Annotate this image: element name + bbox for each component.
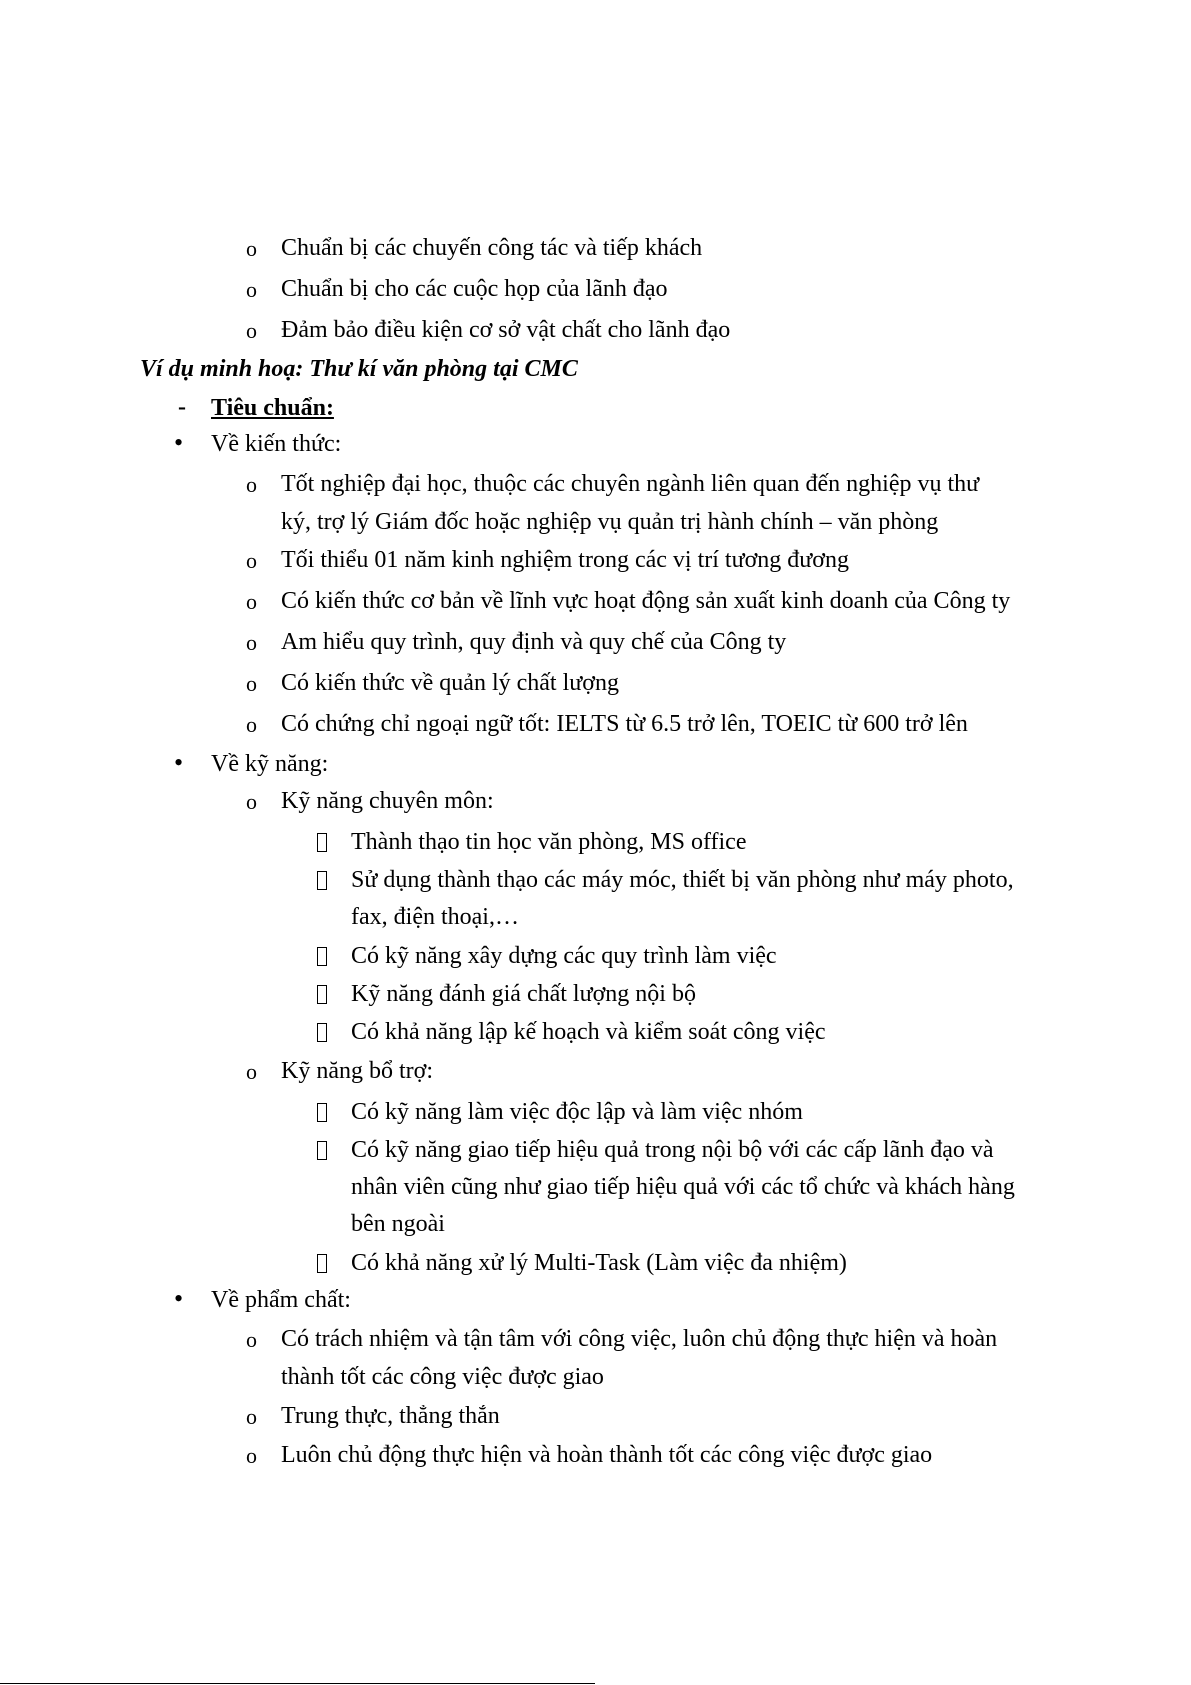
circle-bullet-icon: o [246, 236, 257, 261]
circle-bullet-icon: o [246, 472, 257, 497]
circle-bullet-icon: o [246, 1327, 257, 1352]
circle-bullet-icon: o [246, 1443, 257, 1468]
knowledge-item: Có kiến thức cơ bản về lĩnh vực hoạt động sản xuất kinh doanh của Công ty [281, 588, 1011, 614]
support-skill-item-continued: bên ngoài [351, 1211, 445, 1237]
qualities-label: Về phẩm chất: [211, 1287, 351, 1313]
example-heading: Ví dụ minh hoạ: Thư kí văn phòng tại CMC [140, 356, 578, 382]
bullet-icon: • [174, 1284, 184, 1313]
dash-bullet-icon: - [178, 394, 186, 420]
circle-bullet-icon: o [246, 548, 257, 573]
bullet-icon: • [174, 748, 184, 777]
intro-item: Chuẩn bị cho các cuộc họp của lãnh đạo [281, 276, 668, 302]
support-skill-item: Có khả năng xử lý Multi-Task (Làm việc đa nhiệm) [351, 1250, 847, 1276]
intro-item: Chuẩn bị các chuyến công tác và tiếp khách [281, 235, 703, 261]
professional-skill-item: Thành thạo tin học văn phòng, MS office [351, 829, 747, 855]
square-bullet-icon [317, 1141, 327, 1160]
square-bullet-icon [317, 1023, 327, 1042]
knowledge-label: Về kiến thức: [211, 431, 342, 457]
intro-item: Đảm bảo điều kiện cơ sở vật chất cho lãnh đạo [281, 317, 731, 343]
square-bullet-icon [317, 871, 327, 890]
circle-bullet-icon: o [246, 589, 257, 614]
quality-item: Có trách nhiệm và tận tâm với công việc, luôn chủ động thực hiện và hoàn [281, 1326, 998, 1352]
circle-bullet-icon: o [246, 1404, 257, 1429]
support-skill-item: Có kỹ năng giao tiếp hiệu quả trong nội bộ với các cấp lãnh đạo và [351, 1137, 994, 1163]
professional-skill-item: Sử dụng thành thạo các máy móc, thiết bị văn phòng như máy photo, [351, 867, 1014, 893]
professional-skill-item: Kỹ năng đánh giá chất lượng nội bộ [351, 981, 696, 1007]
knowledge-item: Có kiến thức về quản lý chất lượng [281, 670, 619, 696]
bullet-icon: • [174, 428, 184, 457]
support-skill-item: Có kỹ năng làm việc độc lập và làm việc nhóm [351, 1099, 803, 1125]
circle-bullet-icon: o [246, 1059, 257, 1084]
square-bullet-icon [317, 1254, 327, 1273]
support-skills-label: Kỹ năng bổ trợ: [281, 1058, 434, 1084]
square-bullet-icon [317, 833, 327, 852]
support-skill-item-continued: nhân viên cũng như giao tiếp hiệu quả với các tổ chức và khách hàng [351, 1174, 1015, 1200]
quality-item: Trung thực, thẳng thắn [281, 1403, 500, 1429]
skills-label: Về kỹ năng: [211, 751, 329, 777]
knowledge-item: Tốt nghiệp đại học, thuộc các chuyên ngành liên quan đến nghiệp vụ thư [281, 471, 980, 497]
square-bullet-icon [317, 947, 327, 966]
circle-bullet-icon: o [246, 712, 257, 737]
knowledge-item: Am hiểu quy trình, quy định và quy chế của Công ty [281, 629, 787, 655]
professional-skill-item: Có khả năng lập kế hoạch và kiểm soát công việc [351, 1019, 826, 1045]
knowledge-item: Tối thiểu 01 năm kinh nghiệm trong các vị trí tương đương [281, 547, 849, 573]
quality-item: Luôn chủ động thực hiện và hoàn thành tốt các công việc được giao [281, 1442, 933, 1468]
circle-bullet-icon: o [246, 277, 257, 302]
professional-skills-label: Kỹ năng chuyên môn: [281, 788, 494, 814]
circle-bullet-icon: o [246, 630, 257, 655]
circle-bullet-icon: o [246, 318, 257, 343]
quality-item-continued: thành tốt các công việc được giao [281, 1364, 604, 1390]
circle-bullet-icon: o [246, 671, 257, 696]
professional-skill-item-continued: fax, điện thoại,… [351, 904, 519, 930]
square-bullet-icon [317, 1103, 327, 1122]
knowledge-item: Có chứng chỉ ngoại ngữ tốt: IELTS từ 6.5 trở lên, TOEIC từ 600 trở lên [281, 711, 968, 737]
square-bullet-icon [317, 985, 327, 1004]
knowledge-item-continued: ký, trợ lý Giám đốc hoặc nghiệp vụ quản trị hành chính – văn phòng [281, 509, 939, 535]
footer-divider [0, 1683, 595, 1684]
standards-label: Tiêu chuẩn: [211, 395, 334, 421]
professional-skill-item: Có kỹ năng xây dựng các quy trình làm việc [351, 943, 777, 969]
circle-bullet-icon: o [246, 789, 257, 814]
